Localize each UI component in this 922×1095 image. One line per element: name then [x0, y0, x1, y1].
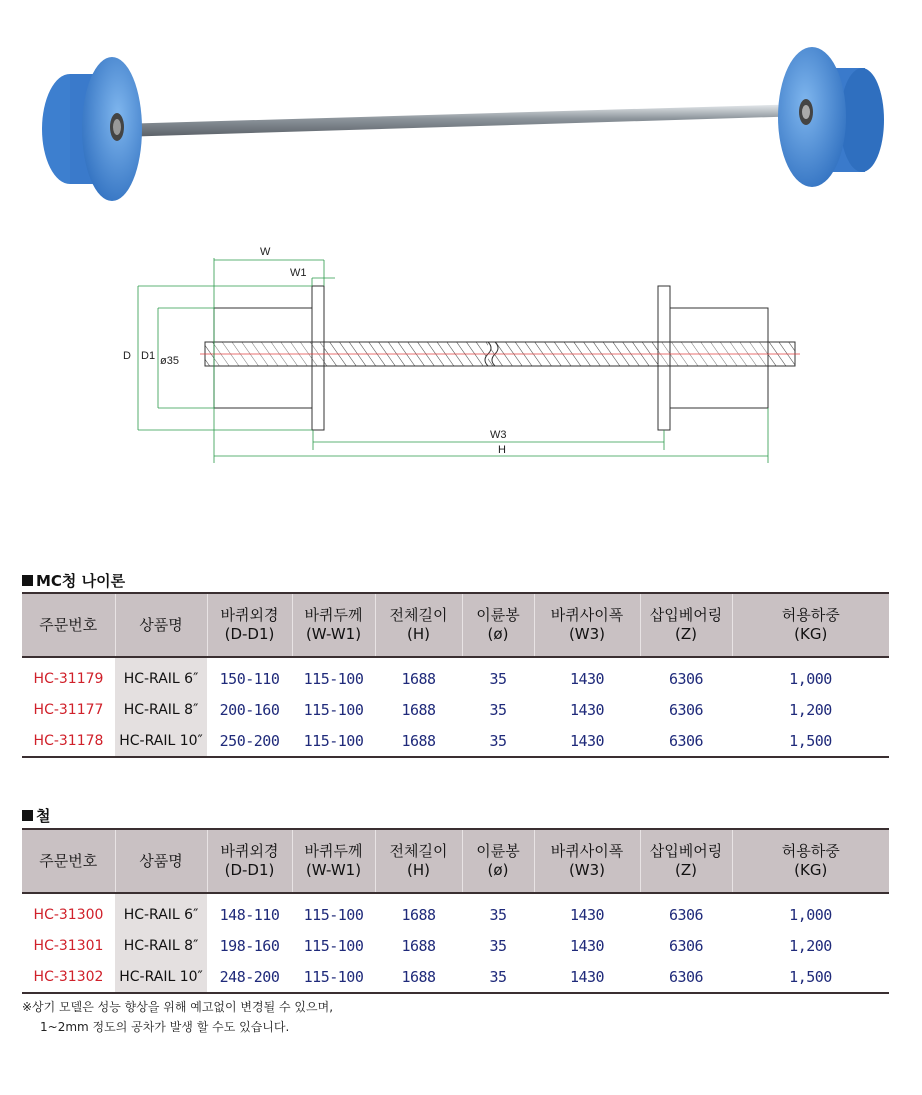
- cell-wheel-span: 1430: [534, 725, 640, 757]
- header-wheel-span: 바퀴사이폭 (W3): [534, 829, 640, 893]
- cell-shaft: 35: [489, 905, 507, 924]
- cell-shaft: 35: [489, 700, 507, 719]
- header-bearing: 삽입베어링 (Z): [640, 829, 732, 893]
- cell-wheel-width: 115-100: [303, 905, 364, 924]
- cell-total-length: 1688: [401, 700, 436, 719]
- table-row: [22, 961, 889, 993]
- cell-wheel-diameter: 250-200: [207, 725, 292, 757]
- dim-label-shaft: ø35: [160, 355, 179, 367]
- cell-bearing: 6306: [668, 669, 704, 688]
- cell-product-name: HC-RAIL 6″: [115, 657, 207, 694]
- cell-load: 1,000: [789, 905, 832, 924]
- cell-wheel-width: 115-100: [303, 936, 364, 955]
- table-header-row: [22, 593, 889, 657]
- cell-load: 1,500: [732, 725, 889, 757]
- cell-wheel-span: 1430: [534, 961, 640, 993]
- header-product-name: 상품명: [115, 593, 207, 657]
- header-wheel-width: 바퀴두께 (W-W1): [292, 829, 375, 893]
- cell-load: 1,200: [789, 936, 832, 955]
- cell-shaft: 35: [489, 936, 507, 955]
- dim-label-w: W: [260, 246, 271, 258]
- cell-wheel-diameter: 198-160: [219, 936, 280, 955]
- cell-shaft: 35: [462, 961, 534, 993]
- cell-wheel-width: 115-100: [292, 961, 375, 993]
- table-row: [22, 893, 889, 930]
- cell-total-length: 1688: [401, 905, 436, 924]
- section-title-text: MC청 나이론: [36, 572, 126, 590]
- table-row: [22, 725, 889, 757]
- cell-order-no: HC-31178: [22, 725, 115, 757]
- cell-bearing: 6306: [640, 725, 732, 757]
- note-line-2: 1~2mm 정도의 공차가 발생 할 수도 있습니다.: [40, 1020, 290, 1034]
- cell-order-no: HC-31300: [33, 906, 104, 923]
- cell-load: 1,200: [789, 700, 832, 719]
- cell-shaft: 35: [489, 669, 507, 688]
- cell-wheel-diameter: 150-110: [219, 669, 280, 688]
- cell-total-length: 1688: [401, 936, 436, 955]
- header-wheel-width: 바퀴두께 (W-W1): [292, 593, 375, 657]
- cell-wheel-span: 1430: [569, 936, 605, 955]
- square-bullet-icon: [22, 810, 33, 821]
- cell-wheel-span: 1430: [569, 905, 605, 924]
- dim-label-d: D: [123, 350, 131, 362]
- header-shaft: 이륜봉 (ø): [462, 829, 534, 893]
- cell-total-length: 1688: [401, 669, 436, 688]
- cell-order-no: HC-31302: [22, 961, 115, 993]
- cell-product-name: HC-RAIL 8″: [115, 930, 207, 961]
- spec-table-nylon: [22, 592, 889, 758]
- section-title-nylon: [22, 570, 125, 591]
- cell-total-length: 1688: [375, 961, 462, 993]
- header-product-name: 상품명: [115, 829, 207, 893]
- cell-bearing: 6306: [668, 936, 704, 955]
- cell-shaft: 35: [462, 725, 534, 757]
- table-row: [22, 694, 889, 725]
- cell-product-name: HC-RAIL 10″: [115, 961, 207, 993]
- square-bullet-icon: [22, 575, 33, 586]
- header-total-length: 전체길이 (H): [375, 593, 462, 657]
- section-title-text: 철: [36, 807, 51, 825]
- cell-bearing: 6306: [668, 905, 704, 924]
- table-header-row: [22, 829, 889, 893]
- cell-wheel-span: 1430: [569, 669, 605, 688]
- header-load: 허용하중 (KG): [732, 829, 889, 893]
- cell-wheel-width: 115-100: [303, 700, 364, 719]
- table-row: [22, 930, 889, 961]
- disclaimer-note: [22, 997, 333, 1037]
- technical-drawing: [110, 238, 810, 468]
- cell-total-length: 1688: [375, 725, 462, 757]
- header-load: 허용하중 (KG): [732, 593, 889, 657]
- cell-bearing: 6306: [668, 700, 704, 719]
- cell-wheel-width: 115-100: [303, 669, 364, 688]
- dim-label-w3: W3: [490, 429, 507, 441]
- header-total-length: 전체길이 (H): [375, 829, 462, 893]
- header-shaft: 이륜봉 (ø): [462, 593, 534, 657]
- header-wheel-span: 바퀴사이폭 (W3): [534, 593, 640, 657]
- cell-product-name: HC-RAIL 10″: [115, 725, 207, 757]
- header-wheel-diameter: 바퀴외경 (D-D1): [207, 593, 292, 657]
- section-title-steel: [22, 805, 51, 826]
- cell-wheel-diameter: 200-160: [219, 700, 280, 719]
- header-wheel-diameter: 바퀴외경 (D-D1): [207, 829, 292, 893]
- cell-load: 1,500: [732, 961, 889, 993]
- table-row: [22, 657, 889, 694]
- cell-wheel-diameter: 148-110: [219, 905, 280, 924]
- cell-wheel-width: 115-100: [292, 725, 375, 757]
- cell-product-name: HC-RAIL 6″: [115, 893, 207, 930]
- spec-table-steel: [22, 828, 889, 994]
- dim-label-h: H: [498, 444, 506, 456]
- product-photo: [0, 0, 922, 225]
- header-bearing: 삽입베어링 (Z): [640, 593, 732, 657]
- cell-order-no: HC-31301: [33, 937, 104, 954]
- header-order-no: 주문번호: [22, 593, 115, 657]
- cell-wheel-diameter: 248-200: [207, 961, 292, 993]
- header-order-no: 주문번호: [22, 829, 115, 893]
- dim-label-w1: W1: [290, 267, 307, 279]
- cell-order-no: HC-31177: [33, 701, 104, 718]
- cell-bearing: 6306: [640, 961, 732, 993]
- shaft: [120, 104, 805, 137]
- cell-product-name: HC-RAIL 8″: [115, 694, 207, 725]
- cell-order-no: HC-31179: [33, 670, 104, 687]
- cell-wheel-span: 1430: [569, 700, 605, 719]
- dim-label-d1: D1: [141, 350, 156, 362]
- cell-load: 1,000: [789, 669, 832, 688]
- note-line-1: ※상기 모델은 성능 향상을 위해 예고없이 변경될 수 있으며,: [22, 1000, 334, 1014]
